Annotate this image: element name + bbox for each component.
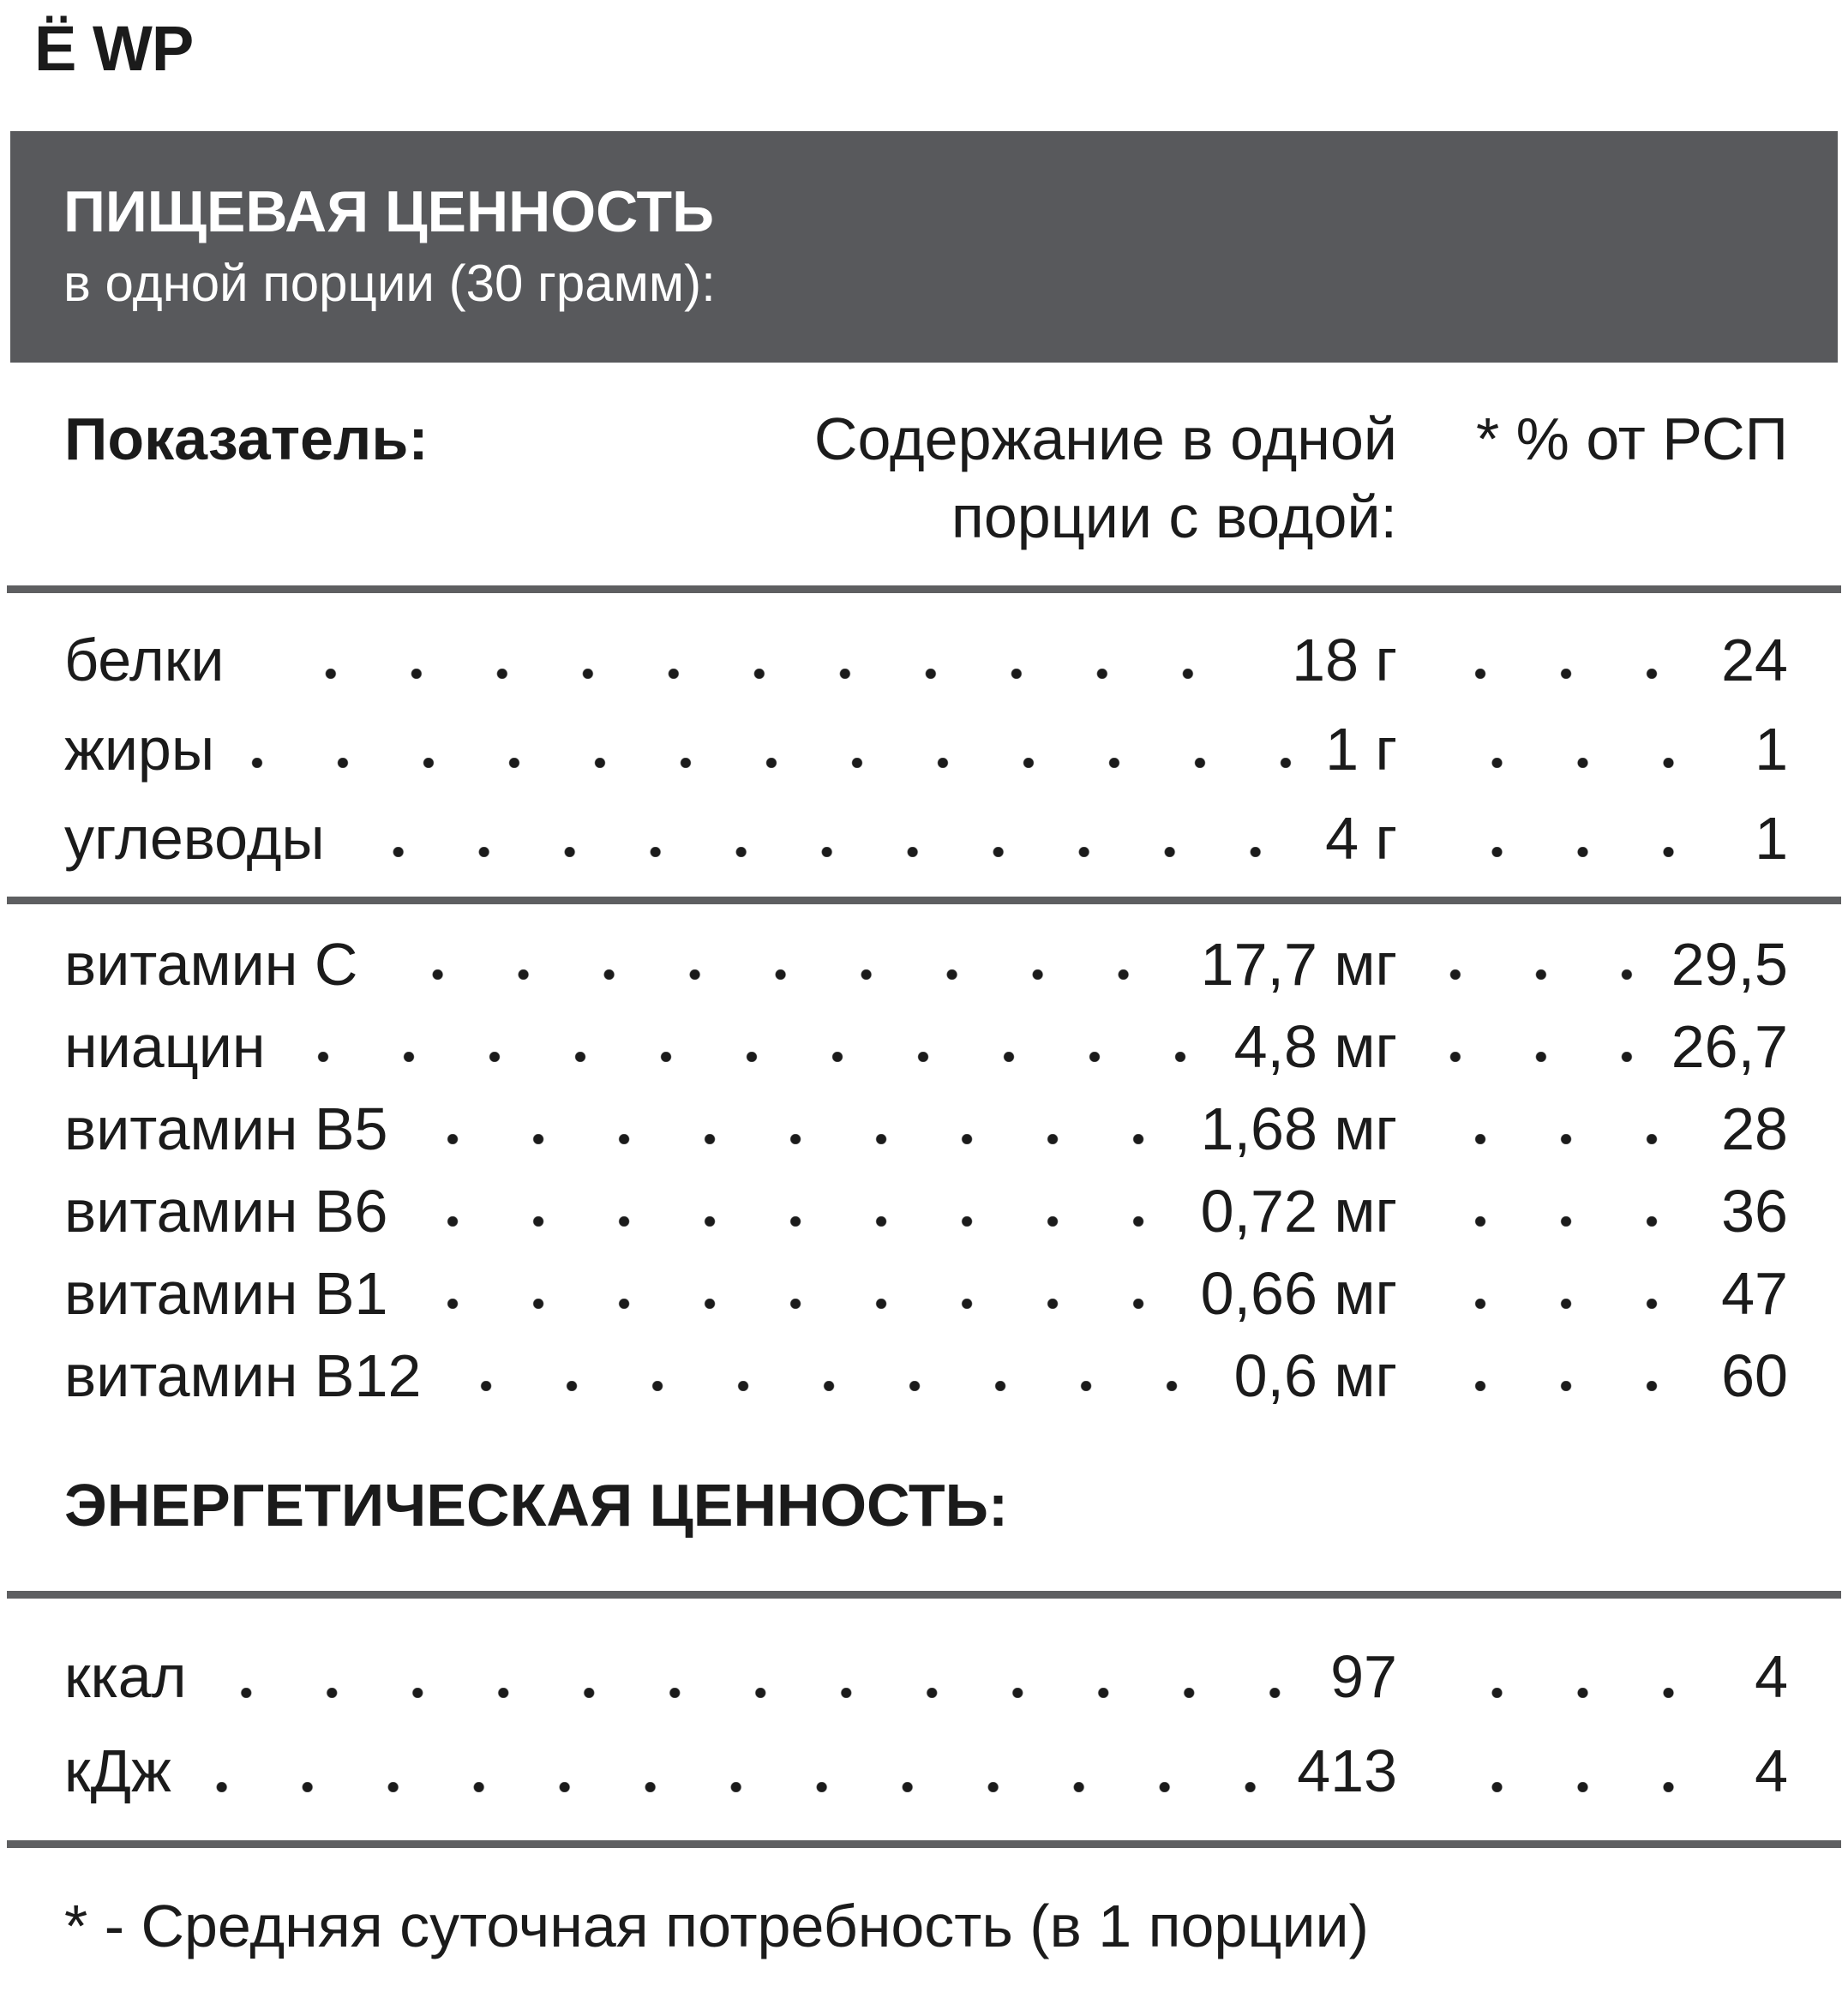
- row-label: белки: [64, 626, 225, 693]
- dot-leader: [1431, 1216, 1701, 1227]
- row-label: ниацин: [64, 1012, 266, 1080]
- table-row: [64, 923, 1788, 1005]
- row-percent: 29,5: [1671, 930, 1788, 998]
- dot-leader: [417, 1299, 1174, 1309]
- row-label: витамин B5: [64, 1095, 388, 1162]
- row-label: витамин B1: [64, 1259, 388, 1327]
- dot-leader: [1431, 1052, 1651, 1062]
- row-percent: 47: [1721, 1259, 1788, 1327]
- row-label: витамин B12: [64, 1341, 422, 1409]
- dot-leader: [243, 758, 1299, 768]
- dot-leader: [1431, 1299, 1701, 1309]
- dot-leader: [387, 969, 1174, 980]
- table-row: [64, 1252, 1788, 1335]
- banner-subtitle: в одной порции (30 грамм):: [63, 254, 716, 312]
- footnote: * - Средняя суточная потребность (в 1 порции): [64, 1893, 1369, 1960]
- dot-leader: [417, 1216, 1174, 1227]
- row-value: 4,8 мг: [1233, 1012, 1397, 1080]
- row-value: 0,72 мг: [1200, 1177, 1397, 1245]
- table-header: [64, 400, 1788, 556]
- table-row: [64, 1005, 1788, 1088]
- row-percent: 4: [1755, 1643, 1788, 1711]
- table-row: [64, 1170, 1788, 1252]
- table-row: [64, 794, 1788, 883]
- table-row: [64, 1088, 1788, 1170]
- dot-leader: [1431, 1381, 1701, 1391]
- row-value: 97: [1330, 1643, 1397, 1711]
- dot-leader: [1431, 1688, 1734, 1698]
- table-header-left-group: [64, 400, 1397, 556]
- row-percent: 28: [1721, 1095, 1788, 1162]
- row-percent: 36: [1721, 1177, 1788, 1245]
- row-value: 17,7 мг: [1200, 930, 1397, 998]
- table-row: [64, 705, 1788, 794]
- column-header-indicator: Показатель:: [64, 405, 429, 472]
- dot-leader: [1431, 847, 1734, 857]
- column-header-content-line2: порции с водой:: [951, 483, 1397, 550]
- divider: [7, 585, 1841, 593]
- row-label: ккал: [64, 1643, 187, 1711]
- dot-leader: [295, 1052, 1209, 1062]
- dot-leader: [450, 1381, 1208, 1391]
- banner-title: ПИЩЕВАЯ ЦЕННОСТЬ: [63, 178, 714, 244]
- dot-leader: [1431, 669, 1701, 679]
- table-row: [64, 1629, 1788, 1724]
- nutrition-banner: [10, 131, 1838, 363]
- table-row: [64, 615, 1788, 705]
- column-header-content-line1: Содержание в одной: [813, 405, 1397, 472]
- dot-leader: [354, 847, 1299, 857]
- table-row: [64, 1724, 1788, 1818]
- row-label: витамин B6: [64, 1177, 388, 1245]
- brand-text: Ё WP: [34, 13, 194, 84]
- row-percent: 1: [1755, 715, 1788, 783]
- divider: [7, 1840, 1841, 1848]
- row-value: 1 г: [1325, 715, 1397, 783]
- macros-section: [0, 615, 1848, 883]
- row-value: 4 г: [1325, 804, 1397, 872]
- dot-leader: [216, 1688, 1305, 1698]
- row-value: 413: [1297, 1737, 1397, 1805]
- row-label: жиры: [64, 715, 215, 783]
- row-percent: 60: [1721, 1341, 1788, 1409]
- column-header-percent: * % от РСП: [1475, 405, 1788, 472]
- dot-leader: [201, 1782, 1271, 1792]
- row-label: кДж: [64, 1737, 171, 1805]
- column-header-content: [814, 400, 1397, 556]
- row-percent: 4: [1755, 1737, 1788, 1805]
- row-percent: 1: [1755, 804, 1788, 872]
- row-value: 0,66 мг: [1200, 1259, 1397, 1327]
- dot-leader: [1431, 758, 1734, 768]
- row-percent: 26,7: [1671, 1012, 1788, 1080]
- energy-section: [0, 1629, 1848, 1818]
- row-label: углеводы: [64, 804, 325, 872]
- dot-leader: [253, 669, 1266, 679]
- dot-leader: [1431, 1134, 1701, 1144]
- row-value: 0,6 мг: [1233, 1341, 1397, 1409]
- dot-leader: [417, 1134, 1174, 1144]
- row-value: 1,68 мг: [1200, 1095, 1397, 1162]
- row-value: 18 г: [1292, 626, 1397, 693]
- dot-leader: [1431, 1782, 1734, 1792]
- divider: [7, 897, 1841, 904]
- table-row: [64, 1335, 1788, 1417]
- vitamins-section: [0, 923, 1848, 1417]
- dot-leader: [1431, 969, 1651, 980]
- row-label: витамин C: [64, 930, 358, 998]
- row-percent: 24: [1721, 626, 1788, 693]
- divider: [7, 1591, 1841, 1599]
- energy-heading: ЭНЕРГЕТИЧЕСКАЯ ЦЕННОСТЬ:: [64, 1471, 1009, 1539]
- nutrition-label-page: [0, 14, 1848, 1992]
